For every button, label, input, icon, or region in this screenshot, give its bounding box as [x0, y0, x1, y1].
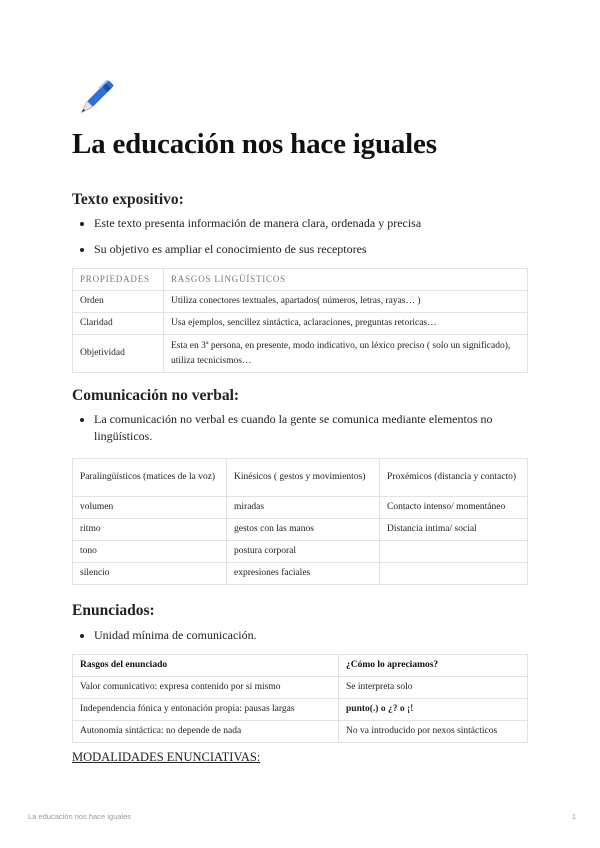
table-header: ¿Cómo lo apreciamos?	[339, 655, 528, 677]
table-cell: Independencia fónica y entonación propia: pausas largas	[73, 699, 339, 721]
table-cell: Claridad	[73, 313, 164, 335]
table-cell: ritmo	[73, 519, 227, 541]
modalidades-heading: MODALIDADES ENUNCIATIVAS:	[72, 750, 261, 764]
list-item: Su objetivo es ampliar el conocimiento de sus receptores	[72, 241, 528, 258]
table-expositivo	[72, 268, 528, 373]
table-cell: Se interpreta solo	[339, 677, 528, 699]
table-row	[73, 721, 528, 743]
table-row	[73, 313, 528, 335]
table-cell: punto(.) o ¿? o ¡!	[339, 699, 528, 721]
bullets-no-verbal	[72, 411, 528, 445]
table-row	[73, 563, 528, 585]
table-enunciados	[72, 654, 528, 743]
table-cell: Utiliza conectores textuales, apartados( números, letras, rayas… )	[164, 291, 528, 313]
table-header: Rasgos del enunciado	[73, 655, 339, 677]
table-cell: Valor comunicativo: expresa contenido por si mismo	[73, 677, 339, 699]
table-cell: Objetividad	[73, 335, 164, 373]
bullets-enunciados	[72, 627, 528, 644]
table-row	[73, 519, 528, 541]
page-title: La educación nos hace iguales	[72, 128, 437, 160]
table-cell: expresiones faciales	[227, 563, 380, 585]
table-cell	[380, 563, 528, 585]
table-header: Kinésicos ( gestos y movimientos)	[227, 459, 380, 497]
table-cell: Usa ejemplos, sencillez sintáctica, aclaraciones, preguntas retoricas…	[164, 313, 528, 335]
table-cell: tono	[73, 541, 227, 563]
table-cell: Contacto intenso/ momentáneo	[380, 497, 528, 519]
table-header: Paralingüísticos (matices de la voz)	[73, 459, 227, 497]
list-item: La comunicación no verbal es cuando la gente se comunica mediante elementos no lingüísticos.	[72, 411, 528, 445]
table-cell: postura corporal	[227, 541, 380, 563]
table-header: PROPIEDADES	[73, 269, 164, 291]
table-cell: gestos con las manos	[227, 519, 380, 541]
page-footer	[28, 812, 576, 821]
list-item: Este texto presenta información de manera clara, ordenada y precisa	[72, 215, 528, 232]
table-row	[73, 541, 528, 563]
table-cell: Orden	[73, 291, 164, 313]
table-cell	[380, 541, 528, 563]
page-number: 1	[571, 812, 576, 821]
table-cell: Autonomía sintáctica: no depende de nada	[73, 721, 339, 743]
table-cell: Distancia intima/ social	[380, 519, 528, 541]
bullets-expositivo	[72, 215, 528, 258]
table-cell: volumen	[73, 497, 227, 519]
heading-expositivo: Texto expositivo:	[72, 191, 184, 208]
table-header: RASGOS LINGÜÍSTICOS	[164, 269, 528, 291]
heading-no-verbal: Comunicación no verbal:	[72, 387, 240, 404]
table-no-verbal	[72, 458, 528, 585]
table-cell: miradas	[227, 497, 380, 519]
heading-enunciados: Enunciados:	[72, 602, 155, 619]
list-item: Unidad mínima de comunicación.	[72, 627, 528, 644]
table-cell: Esta en 3ª persona, en presente, modo indicativo, un léxico preciso ( solo un significado), utiliza tecnicismos…	[164, 335, 528, 373]
footer-title: La educación nos hace iguales	[28, 812, 131, 821]
table-row	[73, 291, 528, 313]
table-cell: silencio	[73, 563, 227, 585]
table-row	[73, 335, 528, 373]
table-header: Proxémicos (distancia y contacto)	[380, 459, 528, 497]
table-row	[73, 699, 528, 721]
table-cell: No va introducido por nexos sintácticos	[339, 721, 528, 743]
table-row	[73, 677, 528, 699]
pen-icon	[74, 78, 116, 120]
table-row	[73, 497, 528, 519]
